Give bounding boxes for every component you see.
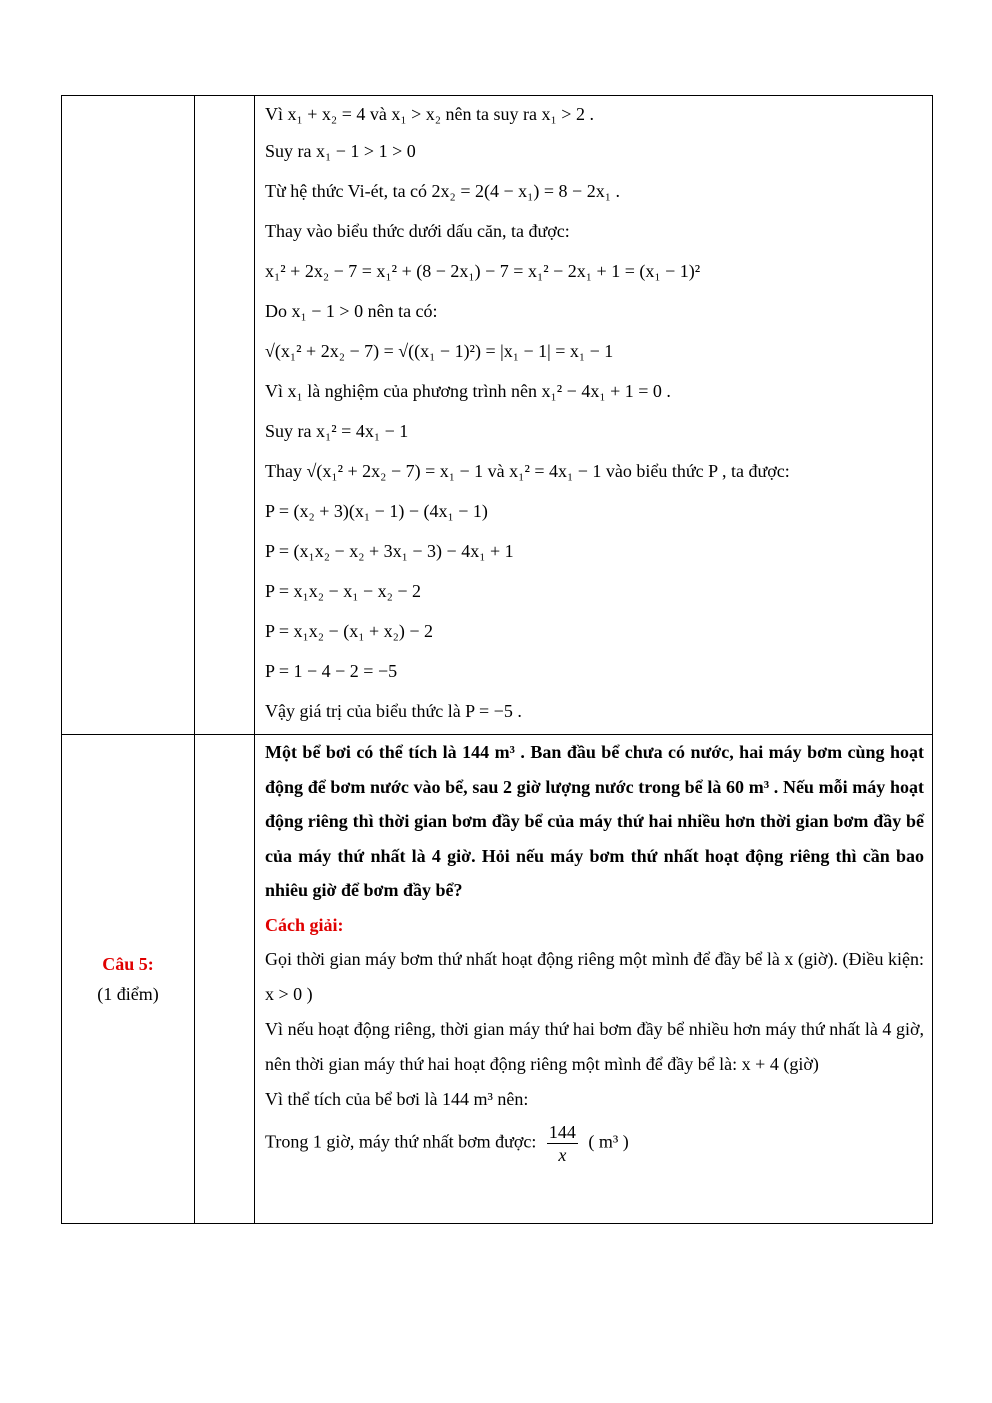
solution-line: Vì x₁ + x₂ = 4 và x₁ > x₂ nên ta suy ra x₁ > 2 .	[265, 104, 594, 124]
solution-line: P = x₁x₂ − x₁ − x₂ − 2	[265, 581, 422, 601]
question-points: (1 điểm)	[97, 984, 159, 1004]
table-row-continuation	[62, 96, 933, 735]
problem-statement: Một bể bơi có thể tích là 144 m³ . Ban đầu bể chưa có nước, hai máy bơm cùng hoạt động để bơm nước vào bể, sau 2 giờ lượng nước trong bể là 60 m³ . Nếu mỗi máy hoạt động riêng thì thời gian bơm đầy bể của máy thứ hai nhiều hơn thời gian bơm đầy bể của máy thứ nhất là 4 giờ. Hỏi nếu máy bơm thứ nhất hoạt động riêng thì cần bao nhiêu giờ để bơm đầy bể?	[265, 742, 924, 901]
table-row-question-5	[62, 735, 933, 1224]
fraction-numerator: 144	[548, 1121, 576, 1142]
solution-line: Từ hệ thức Vi-ét, ta có 2x₂ = 2(4 − x₁) = 8 − 2x₁ .	[265, 181, 620, 201]
solution-line: Thay √(x₁² + 2x₂ − 7) = x₁ − 1 và x₁² = 4x₁ − 1 vào biểu thức P , ta được:	[265, 461, 790, 481]
content-cell	[255, 735, 933, 1224]
solution-line: P = 1 − 4 − 2 = −5	[265, 661, 398, 681]
solution-paragraph-1: Gọi thời gian máy bơm thứ nhất hoạt động riêng một mình để đầy bể là x (giờ). (Điều kiện: x > 0 )	[265, 948, 924, 1004]
content-cell	[255, 96, 933, 735]
solution-line: Do x₁ − 1 > 0 nên ta có:	[265, 301, 438, 321]
solution-line: Suy ra x₁ − 1 > 1 > 0	[265, 141, 416, 161]
score-cell-empty	[195, 735, 255, 1224]
solution-line: Suy ra x₁² = 4x₁ − 1	[265, 421, 409, 441]
solution-line: Thay vào biểu thức dưới dấu căn, ta được:	[265, 221, 570, 241]
fraction-denominator: x	[558, 1144, 567, 1165]
solution-paragraph-4	[265, 1117, 924, 1172]
solution-line: √(x₁² + 2x₂ − 7) = √((x₁ − 1)²) = |x₁ − 1| = x₁ − 1	[265, 341, 614, 361]
solution-line: P = (x₁x₂ − x₂ + 3x₁ − 3) − 4x₁ + 1	[265, 541, 514, 561]
question-title: Câu 5:	[102, 954, 154, 974]
solution-line: Vậy giá trị của biểu thức là P = −5 .	[265, 701, 522, 721]
solution-line: x₁² + 2x₂ − 7 = x₁² + (8 − 2x₁) − 7 = x₁² − 2x₁ + 1 = (x₁ − 1)²	[265, 261, 701, 281]
rate-fraction	[547, 1121, 578, 1166]
question-label-cell	[62, 735, 195, 1224]
solution-heading: Cách giải:	[265, 914, 344, 935]
solution-table	[61, 95, 933, 1224]
solution-line: Vì x₁ là nghiệm của phương trình nên x₁² − 4x₁ + 1 = 0 .	[265, 381, 671, 401]
solution-line: P = (x₂ + 3)(x₁ − 1) − (4x₁ − 1)	[265, 501, 488, 521]
score-cell-empty	[195, 96, 255, 735]
rate-text: Trong 1 giờ, máy thứ nhất bơm được:	[265, 1131, 537, 1152]
solution-paragraph-3: Vì thể tích của bể bơi là 144 m³ nên:	[265, 1088, 529, 1109]
rate-unit: ( m³ )	[588, 1131, 629, 1152]
solution-line: P = x₁x₂ − (x₁ + x₂) − 2	[265, 621, 434, 641]
solution-paragraph-2: Vì nếu hoạt động riêng, thời gian máy thứ hai bơm đầy bể nhiều hơn máy thứ nhất là 4 giờ, nên thời gian máy thứ hai hoạt động riêng một mình để đầy bể là: x + 4 (giờ)	[265, 1018, 924, 1074]
solution-steps	[255, 96, 932, 734]
label-cell-empty	[62, 96, 195, 735]
